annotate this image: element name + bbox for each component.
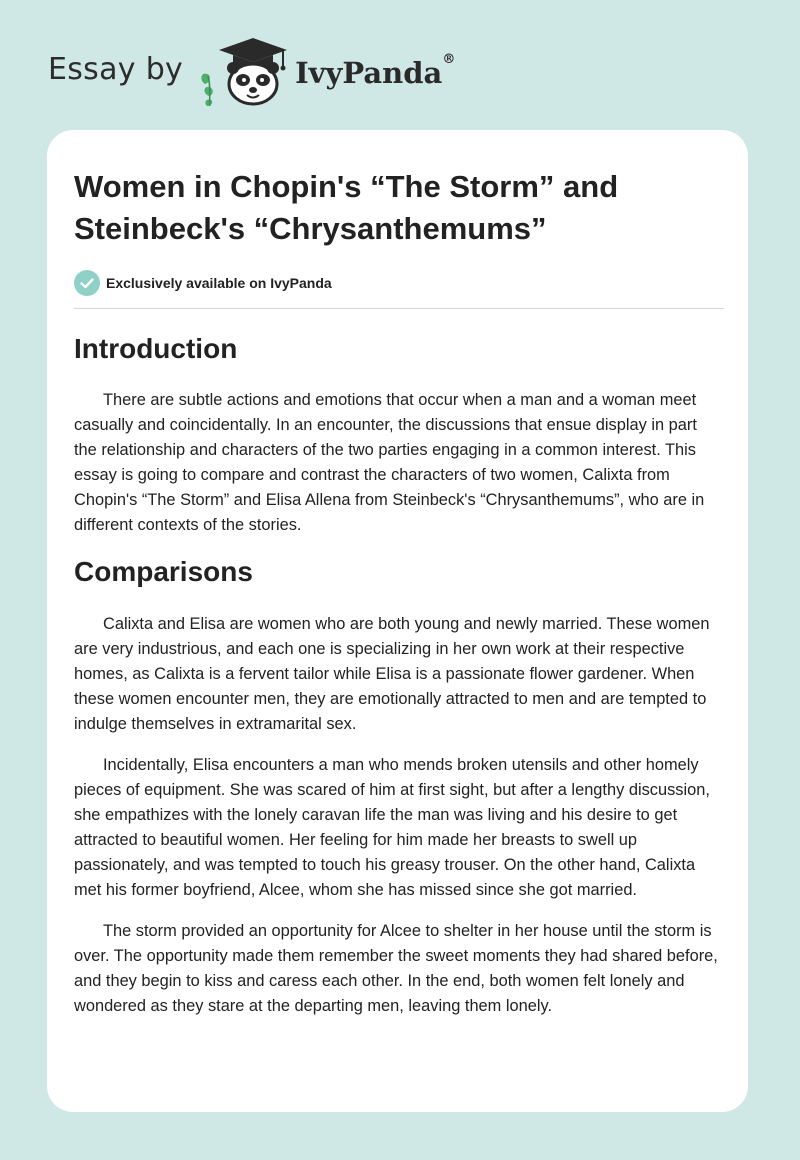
- essay-card: [47, 130, 748, 1112]
- section-heading-introduction: Introduction: [74, 333, 238, 364]
- section-heading-comparisons: Comparisons: [74, 556, 253, 587]
- exclusive-badge: [74, 270, 724, 296]
- check-circle-icon: [74, 270, 100, 296]
- paragraph: Incidentally, Elisa encounters a man who mends broken utensils and other homely pieces of equipment. She was scared of him at first sight, but after a lengthy discussion, she empathizes with the lonely caravan life the man was living and his desire to get attracted to beautiful women. Her feeling for him made her breasts to swell up passionately, and was tempted to touch his greasy trouser. On the other hand, Calixta met his former boyfriend, Alcee, whom she has missed since she got married.: [74, 756, 710, 899]
- registered-mark: ®: [442, 52, 456, 67]
- essay-title: Women in Chopin's “The Storm” and Steinbeck's “Chrysanthemums”: [74, 169, 619, 246]
- site-header: [48, 36, 455, 108]
- paragraph: Calixta and Elisa are women who are both young and newly married. These women are very industrious, and each one is specializing in her own work at their respective homes, as Calixta is a fervent tailor while Elisa is a passionate flower gardener. When these women encounter men, they are emotionally attracted to men and are tempted to indulge themselves in extramarital sex.: [74, 615, 710, 733]
- badge-text: Exclusively available on IvyPanda: [106, 275, 332, 291]
- paragraph: The storm provided an opportunity for Alcee to shelter in her house until the storm is over. The opportunity made them remember the sweet moments they had shared before, and they begin to kiss and caress each other. In the end, both women felt lonely and wondered as they stare at the departing men, leaving them lonely.: [74, 922, 718, 1015]
- essay-content: [74, 166, 724, 1019]
- ivypanda-logo-icon[interactable]: [197, 36, 289, 108]
- brand-name[interactable]: IvyPanda®: [295, 52, 456, 90]
- essay-by-label: Essay by: [48, 51, 184, 87]
- paragraph: There are subtle actions and emotions that occur when a man and a woman meet casually and coincidentally. In an encounter, the discussions that ensue display in part the relationship and characters of the two parties engaging in a common interest. This essay is going to compare and contrast the characters of two women, Calixta from Chopin's “The Storm” and Elisa Allena from Steinbeck's “Chrysanthemums”, who are in different contexts of the stories.: [74, 391, 705, 534]
- title-divider: [74, 308, 724, 309]
